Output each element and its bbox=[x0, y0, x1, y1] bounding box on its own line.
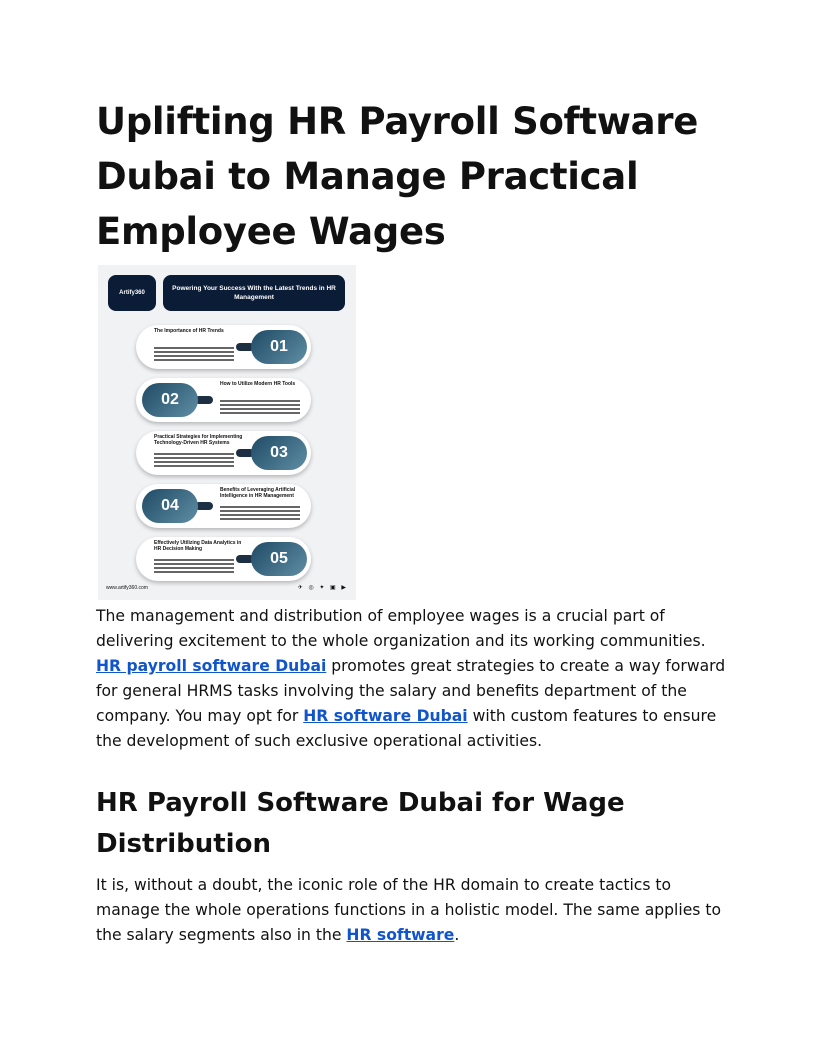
card-text-line bbox=[154, 355, 234, 357]
card-text-line bbox=[154, 567, 234, 569]
card-heading: Practical Strategies for Implementing Technology-Driven HR Systems bbox=[154, 434, 243, 446]
card-text-line bbox=[220, 408, 300, 410]
hr-software-dubai-link[interactable]: HR software Dubai bbox=[303, 707, 468, 725]
step-number: 01 bbox=[251, 330, 307, 364]
card-text-line bbox=[154, 465, 234, 467]
step-number: 03 bbox=[251, 436, 307, 470]
card-heading: How to Utilize Modern HR Tools bbox=[220, 381, 296, 387]
card-text-line bbox=[220, 404, 300, 406]
hr-software-link[interactable]: HR software bbox=[346, 926, 455, 944]
social-icons: ✈ ◎ ✦ ▣ ▶ bbox=[297, 585, 348, 591]
card-text-line bbox=[220, 518, 300, 520]
step-number: 02 bbox=[142, 383, 198, 417]
section-paragraph: It is, without a doubt, the iconic role of the HR domain to create tactics to manage the whole operations functions in a holistic model. The same applies to the salary segments also in the HR software. bbox=[96, 876, 722, 944]
card-text-line bbox=[220, 400, 300, 402]
card-text-line bbox=[154, 351, 234, 353]
infographic-image bbox=[98, 265, 356, 600]
card-text-line bbox=[154, 359, 234, 361]
card-text-line bbox=[220, 510, 300, 512]
card-text-line bbox=[220, 412, 300, 414]
infographic-banner: Powering Your Success With the Latest Trends in HR Management bbox=[163, 275, 345, 311]
card-text-line bbox=[220, 514, 300, 516]
hr-payroll-software-dubai-link[interactable]: HR payroll software Dubai bbox=[96, 657, 327, 675]
intro-paragraph: The management and distribution of employee wages is a crucial part of delivering excitement to the whole organization and its working communities. HR payroll software Dubai promotes great strategies to create a way forward for general HRMS tasks involving the salary and benefits department of the company. You may opt for HR software Dubai with custom features to ensure the development of such exclusive operational activities. bbox=[96, 607, 726, 750]
card-text-line bbox=[154, 347, 234, 349]
card-text-line bbox=[154, 559, 234, 561]
card-heading: Benefits of Leveraging Artificial Intelligence in HR Management bbox=[220, 487, 296, 499]
card-heading: Effectively Utilizing Data Analytics in HR Decision Making bbox=[154, 540, 242, 552]
card-text-line bbox=[220, 506, 300, 508]
card-text-line bbox=[154, 461, 234, 463]
step-number: 04 bbox=[142, 489, 198, 523]
card-text-line bbox=[154, 571, 234, 573]
page-title: Uplifting HR Payroll Software Dubai to Manage Practical Employee Wages bbox=[96, 100, 699, 253]
card-text-line bbox=[154, 453, 234, 455]
card-text-line bbox=[154, 457, 234, 459]
card-heading: The Importance of HR Trends bbox=[154, 328, 224, 334]
logo: Artify360 bbox=[108, 275, 156, 311]
website-text: www.artify360.com bbox=[106, 585, 148, 591]
step-number: 05 bbox=[251, 542, 307, 576]
section-heading: HR Payroll Software Dubai for Wage Distribution bbox=[96, 788, 625, 859]
card-text-line bbox=[154, 563, 234, 565]
